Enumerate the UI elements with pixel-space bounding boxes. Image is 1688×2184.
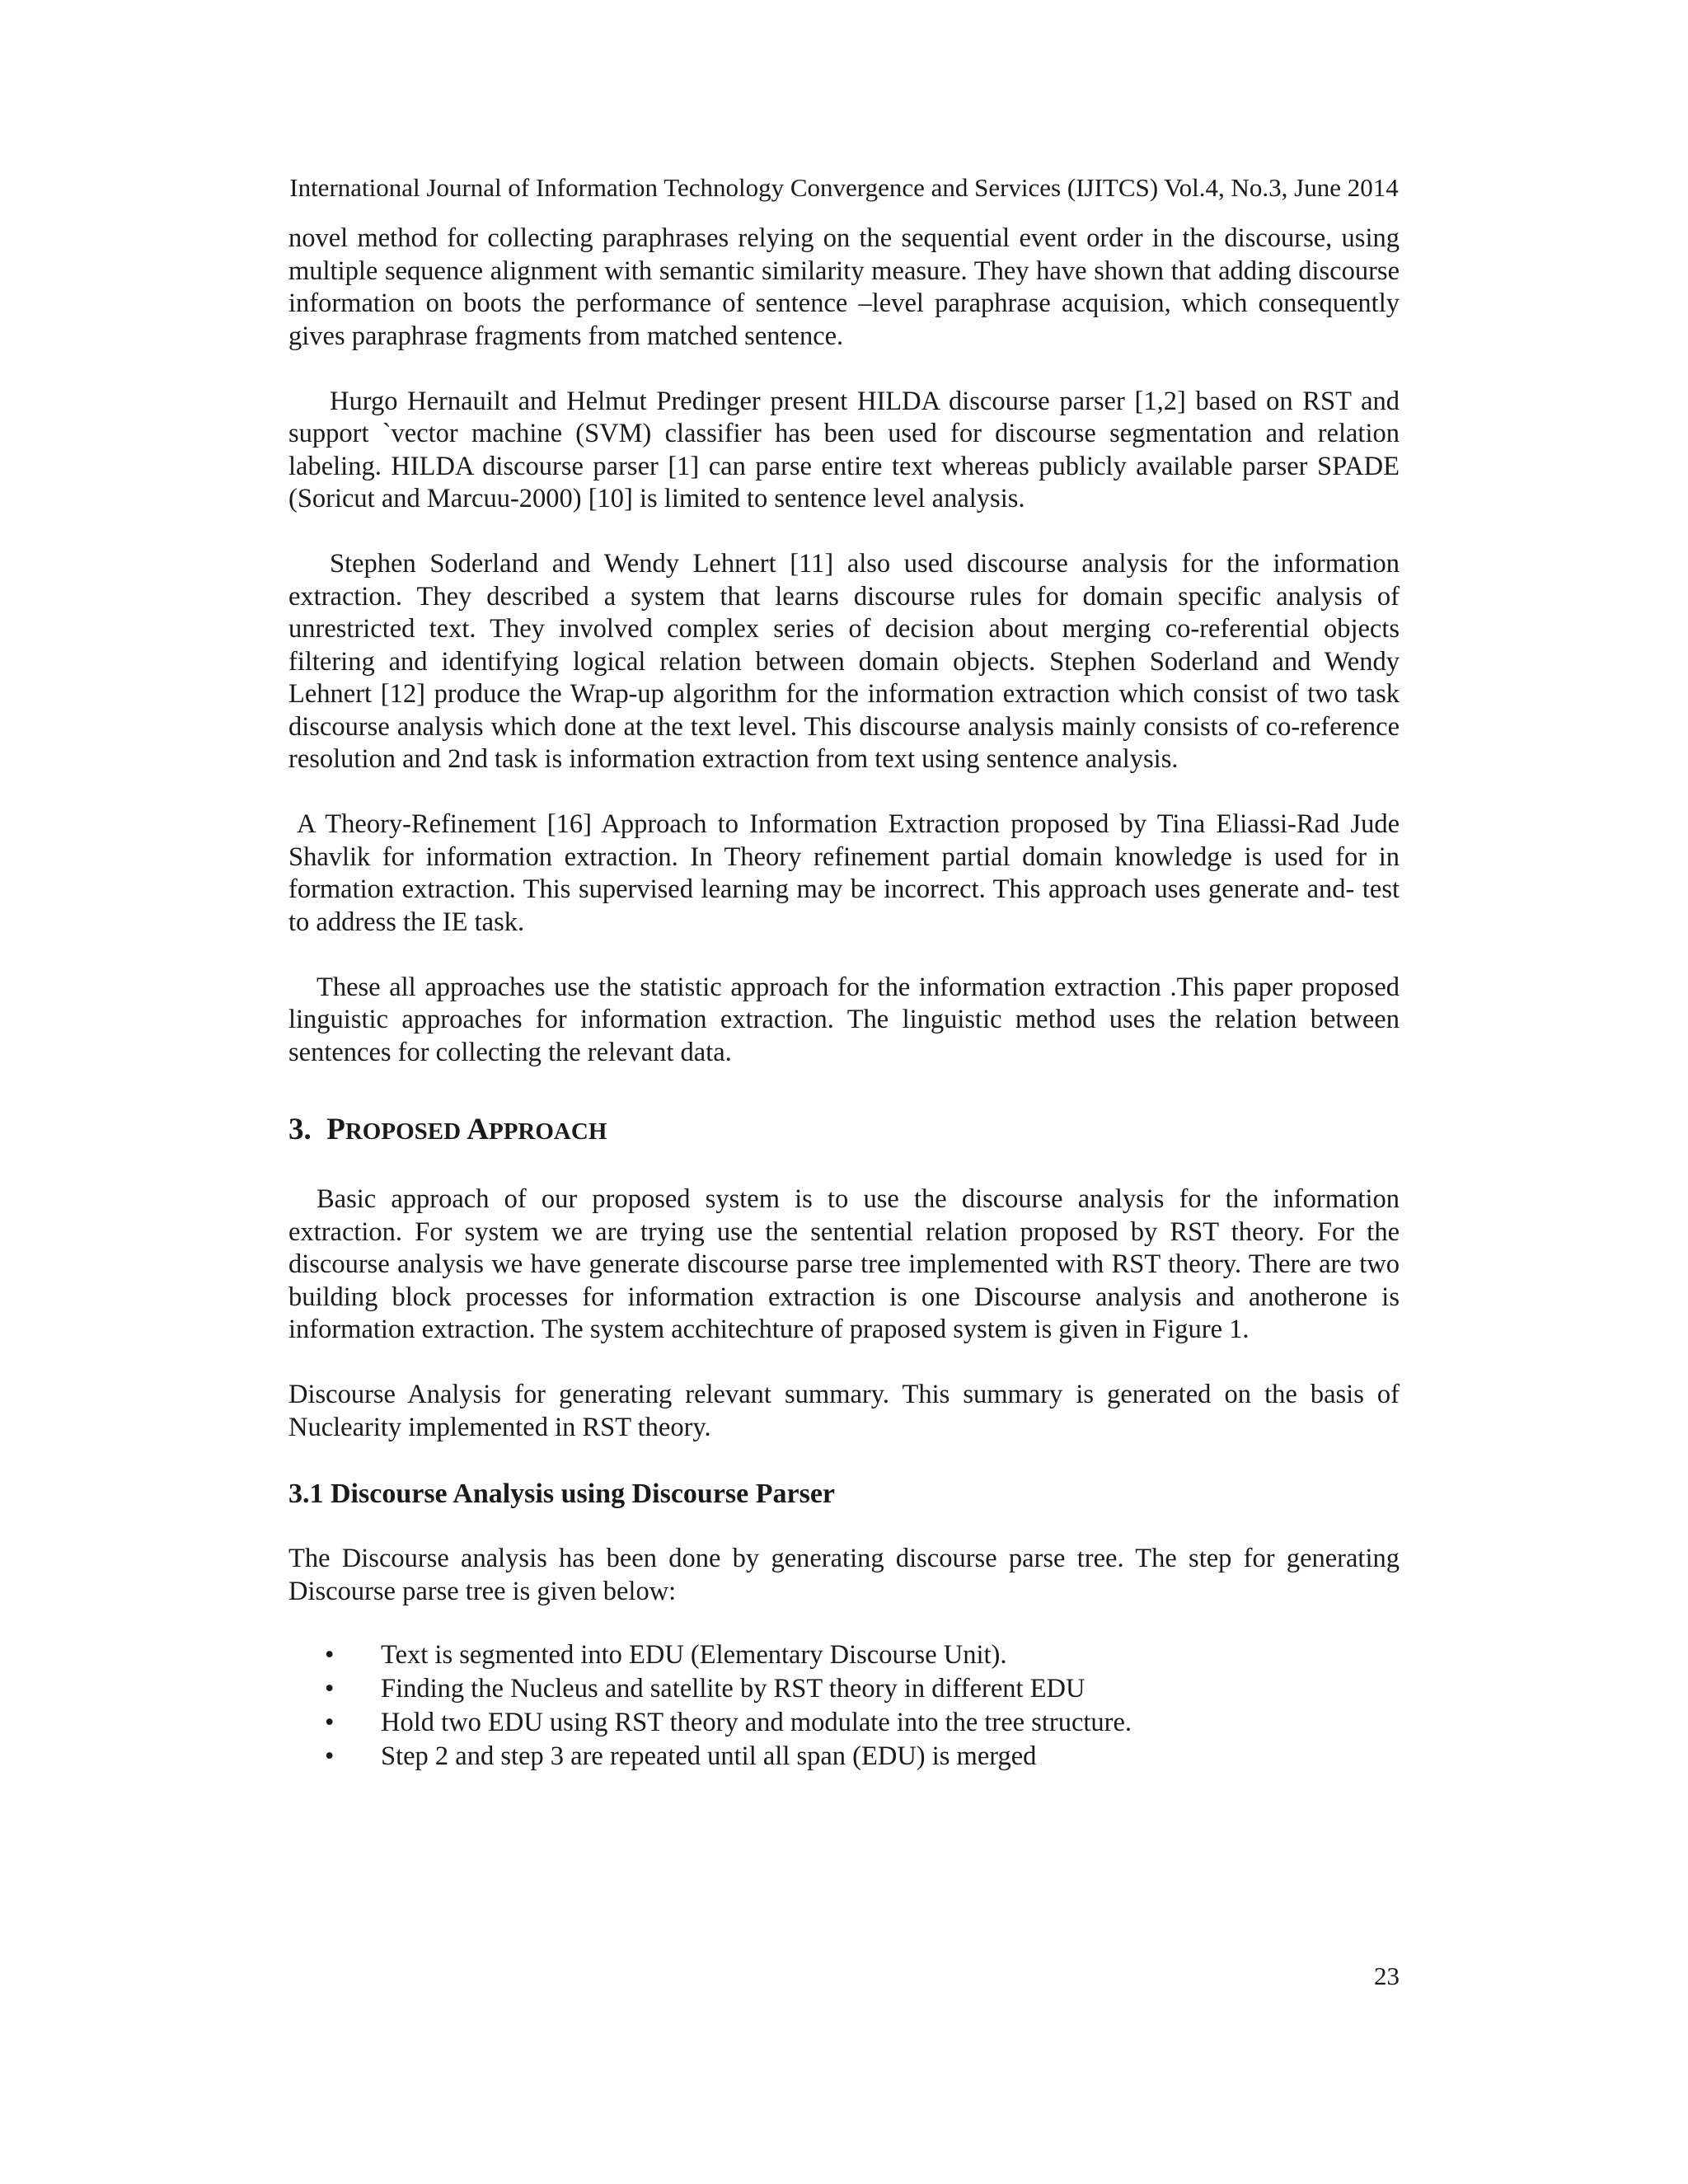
section-heading-proposed-approach: 3. PROPOSED APPROACH — [288, 1113, 607, 1146]
subsection-heading-discourse-parser: 3.1 Discourse Analysis using Discourse Parser — [288, 1479, 835, 1509]
paragraph-discourse-summary: Discourse Analysis for generating relevant summary. This summary is generated on the basis of Nuclearity implemented in RST theory. — [288, 1380, 1400, 1442]
paragraph-soderland: Stephen Soderland and Wendy Lehnert [11] also used discourse analysis for the information extraction. They described a system that learns discourse rules for domain specific analysis of unrestricted text. They involved complex series of decision about merging co-referential objects filtering and identifying logical relation between domain objects. Stephen Soderland and Wendy Lehnert [12] produce the Wrap-up algorithm for the information extraction which consist of two task discourse analysis which done at the text level. This discourse analysis mainly consists of co-reference resolution and 2nd task is information extraction from text using sentence analysis. — [288, 549, 1400, 774]
paragraph-basic-approach: Basic approach of our proposed system is to use the discourse analysis for the information extraction. For system we are trying use the sentential relation proposed by RST theory. For the discourse analysis we have generate discourse parse tree implemented with RST theory. There are two building block processes for information extraction is one Discourse analysis and anotherone is information extraction. The system acchitechture of praposed system is given in Figure 1. — [288, 1184, 1400, 1344]
running-header: International Journal of Information Technology Convergence and Services (IJITCS) Vol.4, No.3, June 2014 — [289, 173, 1399, 202]
list-item: • Step 2 and step 3 are repeated until all span (EDU) is merged — [288, 1740, 1400, 1774]
body-text — [288, 223, 1400, 1774]
bullet-icon: • — [325, 1708, 335, 1737]
list-item: • Finding the Nucleus and satellite by RST theory in different EDU — [288, 1672, 1400, 1706]
parse-tree-steps-list — [288, 1638, 1400, 1774]
bullet-icon: • — [325, 1741, 335, 1771]
section-number: 3. — [288, 1113, 312, 1146]
list-item: • Text is segmented into EDU (Elementary Discourse Unit). — [288, 1638, 1400, 1672]
page-number: 23 — [1374, 1961, 1400, 1990]
bullet-icon: • — [325, 1674, 335, 1704]
paragraph-statistic-approaches: These all approaches use the statistic approach for the information extraction .This paper proposed linguistic approaches for information extraction. The linguistic method uses the relation between sentences for collecting the relevant data. — [288, 972, 1400, 1067]
list-item: • Hold two EDU using RST theory and modulate into the tree structure. — [288, 1706, 1400, 1740]
paragraph-continuation: novel method for collecting paraphrases relying on the sequential event order in the discourse, using multiple sequence alignment with semantic similarity measure. They have shown that adding discourse information on boots the performance of sentence –level paraphrase acquision, which consequently gives paraphrase fragments from matched sentence. — [288, 223, 1400, 351]
bullet-icon: • — [325, 1640, 335, 1670]
paragraph-theory-refinement: A Theory-Refinement [16] Approach to Information Extraction proposed by Tina Eliassi-Rad Jude Shavlik for information extraction. In Theory refinement partial domain knowledge is used for in formation extraction. This supervised learning may be incorrect. This approach uses generate and- test to address the IE task. — [288, 809, 1400, 937]
paragraph-hilda: Hurgo Hernauilt and Helmut Predinger present HILDA discourse parser [1,2] based on RST and support `vector machine (SVM) classifier has been used for discourse segmentation and relation labeling. HILDA discourse parser [1] can parse entire text whereas publicly available parser SPADE (Soricut and Marcuu-2000) [10] is limited to sentence level analysis. — [288, 386, 1400, 513]
paragraph-parse-tree-intro: The Discourse analysis has been done by generating discourse parse tree. The step for generating Discourse parse tree is given below: — [288, 1544, 1400, 1606]
